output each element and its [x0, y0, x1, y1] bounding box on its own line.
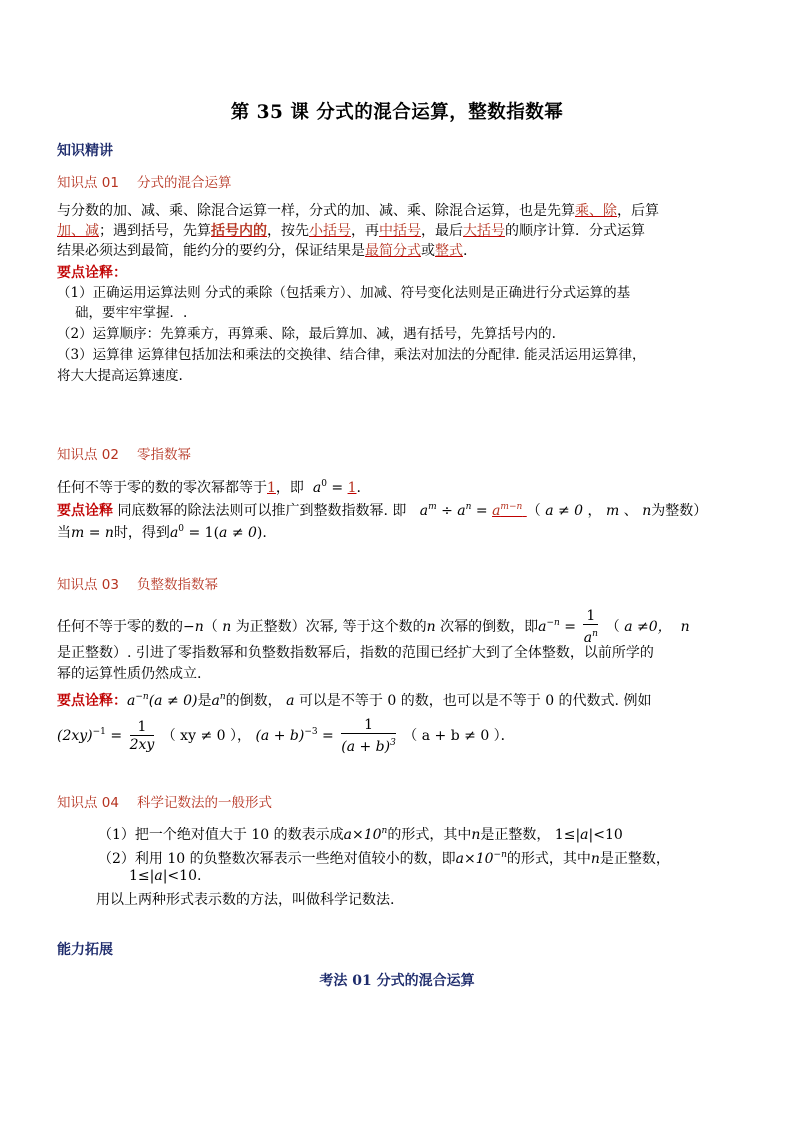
kp3-fraction: $\frac{1}{a^n}$ — [583, 607, 598, 646]
kp3-example1-fraction: $\frac{1}{2xy}$ — [129, 718, 155, 753]
kp1-note-1: （1）正确运用运算法则 分式的乘除（包括乘方）、加减、符号变化法则是正确进行分式运算的基 — [57, 285, 631, 301]
kp2-term-one-formula: 1 — [347, 480, 357, 496]
page-title: 第 35 课 分式的混合运算，整数指数幂 — [230, 102, 564, 123]
kp2-term-power-rule: $a^{m-n}$ — [492, 502, 523, 519]
kp2-note-label: 要点诠释 — [57, 503, 113, 519]
kp1-term-big-bracket: 大括号 — [463, 223, 505, 239]
kp4-label: 知识点 04 — [57, 795, 119, 811]
kp2-line-3: 当m = n时，得到$a^0 = 1(a \ne 0)$. — [57, 524, 267, 541]
kp2-heading — [57, 443, 191, 463]
kp3-label: 知识点 03 — [57, 577, 119, 593]
kp1-line-1: 与分数的加、减、乘、除混合运算一样，分式的加、减、乘、除混合运算，也是先算乘、除，后算 — [57, 203, 659, 219]
section-heading-knowledge: 知识精讲 — [57, 143, 113, 159]
kp1-note-2: （2）运算顺序：先算乘方，再算乘、除，最后算加、减，遇有括号，先算括号内的. — [57, 326, 556, 342]
kp4-item-2: （2）利用 10 的负整数次幂表示一些绝对值较小的数，即$a\times 10^{-n}$的形式，其中n是正整数， — [98, 850, 670, 867]
kp1-label: 知识点 01 — [57, 175, 119, 191]
kp3-heading — [57, 573, 218, 593]
kp2-label: 知识点 02 — [57, 447, 119, 463]
kp3-line-2: 是正整数）. 引进了零指数幂和负整数指数幂后，指数的范围已经扩大到了全体整数，以前所学的 — [57, 645, 654, 661]
kp3-name: 负整数指数幂 — [136, 577, 218, 593]
kp1-line-3: 结果必须达到最简，能约分的要约分，保证结果是最简分式或整式. — [57, 243, 468, 259]
kp2-line-1: 任何不等于零的数的零次幂都等于1，即 $a^0 = 1$. — [57, 479, 361, 496]
kp1-term-simplest-fraction: 最简分式 — [365, 243, 421, 259]
kp4-heading — [57, 791, 272, 811]
kp4-item-1: （1）把一个绝对值大于 10 的数表示成$a\times 10^n$的形式，其中n是正整数， 1≤|a|<10 — [98, 826, 623, 843]
kp1-term-small-bracket: 小括号 — [309, 223, 351, 239]
kp3-line-1: 任何不等于零的数的−n（ n 为正整数）次幂, 等于这个数的n 次幂的倒数，即$a^{-n}$ = $\frac{1}{a^n}$ （ a ≠0， n — [57, 607, 690, 646]
kp1-term-add-sub: 加、减 — [57, 223, 99, 239]
kp3-example2-fraction: $\frac{1}{(a + b)^3}$ — [341, 716, 396, 755]
kp2-term-one: 1 — [267, 480, 276, 496]
kp1-term-middle-bracket: 中括号 — [379, 223, 421, 239]
kp3-note-label: 要点诠释： — [57, 693, 127, 709]
kp4-summary: 用以上两种形式表示数的方法，叫做科学记数法. — [96, 892, 395, 908]
kp1-heading — [57, 171, 231, 191]
kp3-line-3: 幂的运算性质仍然成立. — [57, 666, 202, 682]
kp3-note-line: 要点诠释：$a^{-n}(a \ne 0)$是$a^n$的倒数， a 可以是不等于 0 的数，也可以是不等于 0 的代数式. 例如 — [57, 692, 652, 709]
kp1-note-label: 要点诠释： — [57, 265, 127, 281]
kp1-term-mul-div: 乘、除 — [575, 203, 617, 219]
kp4-item-2b: 1≤|a|<10. — [129, 868, 202, 884]
kp1-name: 分式的混合运算 — [136, 175, 232, 191]
kp2-name: 零指数幂 — [136, 447, 191, 463]
kp1-note-1b: 础，要牢牢掌握．. — [75, 305, 188, 321]
kp1-note-3: （3）运算律 运算律包括加法和乘法的交换律、结合律，乘法对加法的分配律. 能灵活运用运算律， — [57, 347, 646, 363]
kp2-note-line: 要点诠释 同底数幂的除法法则可以推广到整数指数幂. 即 $a^m \div a^n = a^{m-n}$ （ a ≠ 0 ， m 、 n为整数） — [57, 502, 708, 519]
kp1-note-3b: 将大大提高运算速度. — [57, 368, 183, 384]
kp4-name: 科学记数法的一般形式 — [136, 795, 272, 811]
kp1-term-inside-brackets: 括号内的 — [211, 223, 267, 239]
kp3-examples: $(2xy)^{-1}$ = $\frac{1}{2xy}$ （ xy ≠ 0 ）， $(a + b)^{-3}$ = $\frac{1}{(a + b)^3}$ （ a + b ≠ 0 ）． — [57, 716, 515, 755]
section-heading-extension: 能力拓展 — [57, 942, 113, 958]
method-heading: 考法 01 分式的混合运算 — [319, 973, 475, 989]
kp1-term-polynomial: 整式 — [435, 243, 463, 259]
kp1-line-2: 加、减；遇到括号，先算括号内的，按先小括号，再中括号，最后大括号的顺序计算．分式运算 — [57, 223, 645, 239]
